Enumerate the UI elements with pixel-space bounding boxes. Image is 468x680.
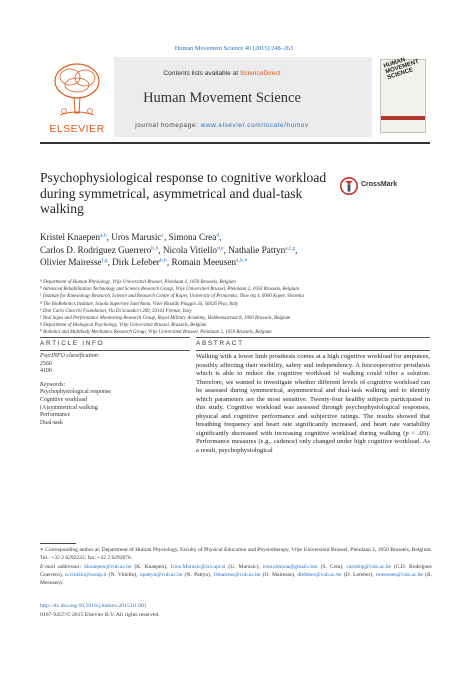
affiliation-item xyxy=(40,293,435,300)
journal-title: Human Movement Science xyxy=(143,90,301,106)
email-owner: (S. Crea), xyxy=(317,563,347,570)
keyword-item: (A)symmetrical walking xyxy=(40,404,98,411)
email-link[interactable]: n.vitiello@sssup.it xyxy=(65,571,107,578)
psycinfo-code: 2560 xyxy=(40,360,52,367)
email-link[interactable]: npattyn@vub.ac.be xyxy=(139,571,183,578)
author-affiliation-link[interactable]: a,b xyxy=(99,232,107,239)
affiliation-item xyxy=(40,322,435,329)
keyword-item: Dual-task xyxy=(40,419,63,426)
crossmark-button[interactable] xyxy=(340,177,430,197)
affiliation-text: Advanced Rehabilitation Technology and Science Research Group, Vrije Universiteit Brussel, Pleinlaan 2, 1050 Brussels, Belgium xyxy=(43,287,299,293)
affiliation-item xyxy=(40,329,435,336)
footnotes xyxy=(40,546,432,587)
article-info-rule-top xyxy=(40,337,190,338)
email-owner: (K. Knaepen), xyxy=(131,563,171,570)
email-owner: (D. Lefeber), xyxy=(341,571,376,578)
crossmark-label: CrossMark xyxy=(361,181,398,188)
author-name: Dirk Lefeber xyxy=(112,257,160,267)
journal-masthead xyxy=(40,57,430,137)
article-info-panel xyxy=(40,353,190,427)
author-separator: , xyxy=(107,257,113,267)
affiliation-text: Robotics and Multibody Mechanics Research Group, Vrije Universiteit Brussel, Pleinlaan 2, 1050 Brussels, Belgium xyxy=(43,330,272,336)
article-info-rule-bottom xyxy=(40,350,190,351)
author-affiliation-link[interactable]: c xyxy=(161,232,164,239)
contents-prefix: Contents lists available at xyxy=(163,70,240,77)
author-separator: , xyxy=(158,244,163,255)
affiliation-item xyxy=(40,308,435,315)
author-name: Nathalie Pattyn xyxy=(228,244,286,255)
affiliation-key: e xyxy=(40,307,42,312)
email-owner: (C.D. Rodríguez Guerrero), xyxy=(40,563,433,578)
affiliation-key: f xyxy=(40,315,42,319)
email-link[interactable]: rmeeusen@vub.ac.be xyxy=(375,571,423,578)
abstract-part-1: Walking with a lower limb prosthesis comes at a high cognitive workload for amputees, possibly affecting their mobility, safety and independency. A xyxy=(196,353,430,369)
email-owner: (R. Meeusen). xyxy=(40,571,433,587)
journal-homepage-line xyxy=(114,122,330,129)
affiliation-key: h xyxy=(40,329,42,333)
author-affiliation-link[interactable]: d,e xyxy=(216,245,224,252)
keyword-item: Psychophysiological response xyxy=(40,389,111,396)
author-affiliation-link[interactable]: d xyxy=(216,232,220,239)
abstract-heading: ABSTRACT xyxy=(196,340,244,347)
author-affiliation-link[interactable]: a,b,∗ xyxy=(236,257,248,264)
email-link[interactable]: carodrig@vub.ac.be xyxy=(346,563,391,570)
homepage-link[interactable]: www.elsevier.com/locate/humov xyxy=(200,122,309,129)
email-owner: (N. Vitiello), xyxy=(106,571,140,578)
psycinfo-label: PsycINFO classification: xyxy=(40,353,100,359)
affiliation-item xyxy=(40,279,435,286)
abstract-body xyxy=(196,353,430,456)
author-name: Romain Meeusen xyxy=(171,257,237,267)
elsevier-wordmark: ELSEVIER xyxy=(49,123,105,135)
elsevier-logo[interactable] xyxy=(40,57,114,137)
email-label: E-mail addresses: xyxy=(40,563,82,570)
footnote-rule xyxy=(40,543,76,544)
copyright-line: 0167-9457/© 2015 Elsevier B.V. All rights reserved. xyxy=(40,612,160,618)
affiliation-list xyxy=(40,279,435,337)
journal-cover[interactable] xyxy=(372,57,430,137)
affiliation-text: Department of Biological Psychology, Vrije Universiteit Brussel, Brussels, Belgium xyxy=(43,323,207,329)
author-separator: , xyxy=(223,244,229,255)
author-list xyxy=(40,231,435,269)
email-link[interactable]: kknaepen@vub.ac.be xyxy=(81,563,132,570)
affiliation-key: g xyxy=(40,322,42,326)
email-owner: (N. Pattyn), xyxy=(182,571,214,578)
contents-available-line xyxy=(114,70,330,77)
author-separator: , xyxy=(164,232,169,242)
author-name: Kristel Knaepen xyxy=(40,232,100,242)
email-owner: (U. Marusic), xyxy=(225,563,263,570)
masthead-rule xyxy=(40,142,430,144)
article-title: Psychophysiological response to cognitive workload during symmetrical, asymmetrical and dual-task walking xyxy=(40,170,327,216)
author-name: Olivier Mairesse xyxy=(40,257,102,267)
affiliation-text: Don Carlo Gnocchi Foundation, Via Di Scandicci 269, 50143 Firenze, Italy xyxy=(42,308,192,314)
author-affiliation-link[interactable]: b,h xyxy=(151,245,159,252)
corresponding-author-note: ∗ Corresponding author at: Department of Human Physiology, Faculty of Physical Education and Physiotherapy, Vrije Universiteit Brussel, Pleinlaan 2, 1050 Brussels, Belgium. Tel.: +32 2 6292222; fax: +32 2 6292876. xyxy=(40,547,432,562)
author-affiliation-link[interactable]: b,h xyxy=(159,257,167,264)
affiliation-item xyxy=(40,315,435,322)
doi-link[interactable]: http://dx.doi.org/10.1016/j.humov.2015.01.001 xyxy=(40,603,147,609)
email-link[interactable]: dlefeber@vub.ac.be xyxy=(297,571,342,578)
author-separator: , xyxy=(295,244,298,255)
email-link[interactable]: crea.simona@gmail.com xyxy=(262,563,318,570)
affiliation-key: a xyxy=(40,279,42,283)
affiliation-item xyxy=(40,286,435,293)
author-separator: , xyxy=(166,257,172,267)
cover-title: HUMAN MOVEMENT SCIENCE xyxy=(383,57,420,82)
cover-band xyxy=(381,116,425,120)
affiliation-key: d xyxy=(40,300,42,305)
email-link[interactable]: Omairess@vub.ac.be xyxy=(213,571,261,578)
journal-reference[interactable]: Human Movement Science 40 (2015) 248–263 xyxy=(174,45,294,52)
affiliation-item xyxy=(40,301,435,308)
keyword-item: Cognitive workload xyxy=(40,396,87,403)
author-separator: , xyxy=(219,232,222,242)
abstract-part-2: prosthesis which is able to reduce the cognitive workload of walking could offer a solution. Therefore, we wanted to investigate whether different levels of cognitive workload can be assessed during symmetrical, asymmetrical and dual-task walking and to identify which parameters are the most sensitive. Twenty-four healthy subjects participated in this study. Cognitive workload was assessed through psychophysiological responses, physical and cognitive performance and subjective ratings. The results showed that breathing frequency and heart rate significantly increased, and heart rate variability significantly decreased with increasing cognitive workload during walking (p < .05). Performance measures (e.g., cadence) only changed under high cognitive workload. As a result, psychophysiological xyxy=(196,361,431,455)
affiliation-text: The BioRobotics Institute, Scuola Superiore Sant'Anna, Viale Rinaldo Piaggio 34, 56026 Pisa, Italy xyxy=(43,301,239,307)
keywords-label: Keywords: xyxy=(40,381,66,388)
email-owner: (O. Mairesse), xyxy=(260,571,298,578)
psycinfo-code: 4100 xyxy=(40,368,52,375)
crossmark-icon xyxy=(340,177,358,195)
homepage-prefix: journal homepage: xyxy=(135,122,201,129)
affiliation-text: Institute for Kinesiology Research, Science and Research Centre of Koper, University of Primorska, Titov trg 4, 6000 Koper, Slovenia xyxy=(42,294,304,300)
article-info-heading: ARTICLE INFO xyxy=(40,340,105,347)
affiliation-text: Department of Human Physiology, Vrije Universiteit Brussel, Pleinlaan 2, 1050 Brussels, Belgium xyxy=(43,280,236,285)
email-link[interactable]: Uros.Marusic@zrs.upr.si xyxy=(170,563,226,570)
author-name: Nicola Vitiello xyxy=(162,244,217,255)
abstract-rule-bottom xyxy=(196,350,430,351)
sciencedirect-link[interactable]: ScienceDirect xyxy=(239,70,281,77)
affiliation-key: b xyxy=(40,286,42,290)
author-name: Simona Crea xyxy=(168,232,217,242)
affiliation-key: c xyxy=(40,293,42,297)
keyword-item: Performance xyxy=(40,412,71,419)
author-affiliation-link[interactable]: f,g xyxy=(101,257,108,264)
author-name: Carlos D. Rodríguez Guerrero xyxy=(40,244,152,255)
affiliation-text: Vital Signs and Performance Monitoring Research Group, Royal Military Academy, Hobbemastraat 8, 1000 Brussels, Belgium xyxy=(42,316,291,322)
author-separator: , xyxy=(106,232,112,242)
elsevier-tree-icon xyxy=(50,61,104,121)
cover-image xyxy=(380,59,426,133)
abstract-rule-top xyxy=(196,337,430,338)
author-name: Uros Marusic xyxy=(111,232,162,242)
abstract-emphasis: biocooperative xyxy=(361,361,402,369)
author-affiliation-link[interactable]: a,f,g xyxy=(285,245,296,252)
